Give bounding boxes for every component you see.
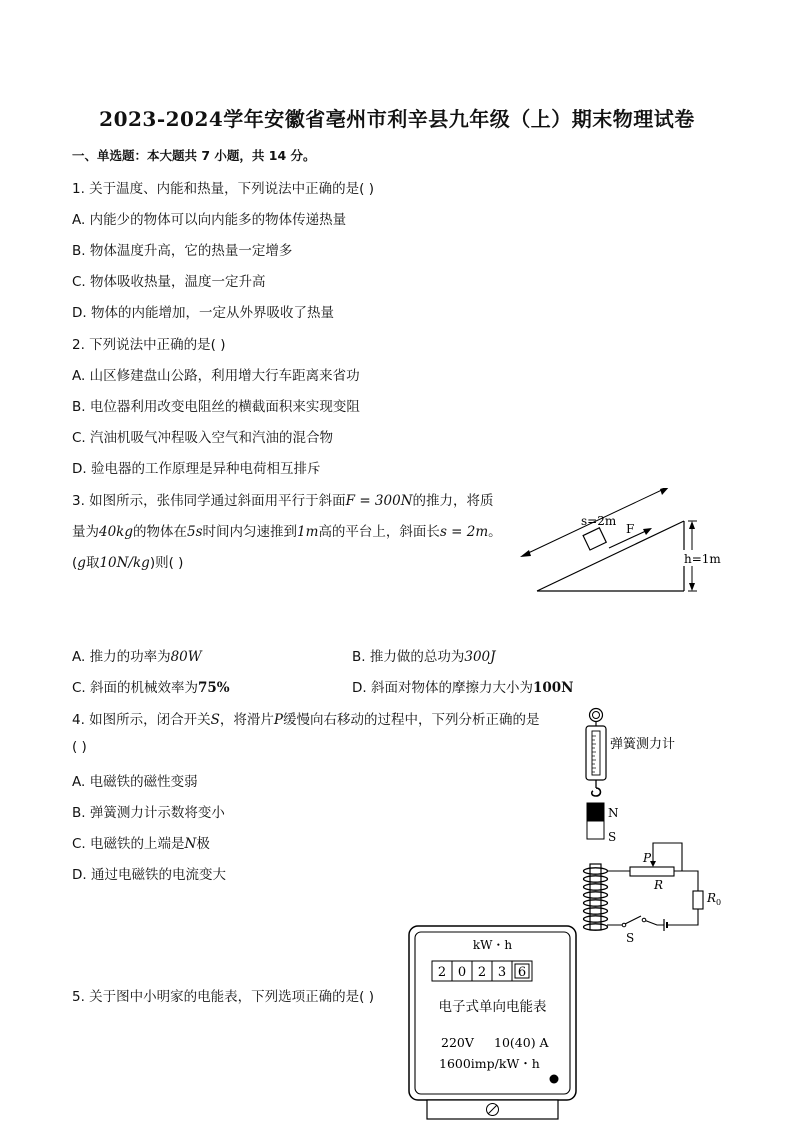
magnet-south xyxy=(587,821,604,839)
meter-digit: 6 xyxy=(517,965,527,980)
section-heading: 一、单选题：本大题共 7 小题，共 14 分。 xyxy=(72,148,316,163)
q4-option-c: C. 电磁铁的上端是N极 xyxy=(72,836,210,852)
block xyxy=(583,528,606,550)
switch-contact-right xyxy=(642,918,646,922)
q3-stem-line3: (g取10N/kg)则( ) xyxy=(72,555,184,571)
q2-option-c: C. 汽油机吸气冲程吸入空气和汽油的混合物 xyxy=(72,430,334,446)
height-label: h=1m xyxy=(684,552,721,566)
q3-stem-line2: 量为40kg的物体在5s时间内匀速推到1m高的平台上，斜面长s = 2m。 xyxy=(72,524,502,540)
magnet-north xyxy=(587,803,604,821)
meter-unit: kW・h xyxy=(472,938,513,952)
q3-option-d: D. 斜面对物体的摩擦力大小为100N xyxy=(352,680,574,696)
q3-option-a: A. 推力的功率为80W xyxy=(72,649,202,665)
q2-option-b: B. 电位器利用改变电阻丝的横截面积来实现变阻 xyxy=(72,399,360,415)
magnet-n-label: N xyxy=(608,806,619,820)
indicator-light xyxy=(550,1075,559,1084)
rheostat-r xyxy=(630,867,674,876)
circuit-wires xyxy=(607,843,698,925)
meter-digit: 3 xyxy=(497,965,507,980)
incline-slope xyxy=(537,521,684,591)
q3-option-b: B. 推力做的总功为300J xyxy=(352,649,496,665)
meter-constant: 1600imp/kW・h xyxy=(439,1056,540,1071)
page-title: 2023-2024学年安徽省亳州市利辛县九年级（上）期末物理试卷 xyxy=(99,107,695,131)
scale-hook xyxy=(592,788,601,796)
length-arrowhead-left xyxy=(520,550,531,557)
length-arrowhead-right xyxy=(660,488,670,495)
meter-digit: 2 xyxy=(437,965,447,980)
switch-label: S xyxy=(626,931,635,944)
meter-digit: 2 xyxy=(477,965,487,980)
electromagnet-circuit-diagram xyxy=(566,704,736,944)
q1-option-d: D. 物体的内能增加，一定从外界吸收了热量 xyxy=(72,305,334,321)
q2-stem: 2. 下列说法中正确的是( ) xyxy=(72,337,226,353)
rheostat-r-label: R xyxy=(654,878,664,892)
force-label: F xyxy=(626,522,635,536)
q4-option-a: A. 电磁铁的磁性变弱 xyxy=(72,774,198,790)
q1-stem: 1. 关于温度、内能和热量，下列说法中正确的是( ) xyxy=(72,181,374,197)
meter-digits xyxy=(432,961,532,981)
incline-diagram xyxy=(510,488,740,598)
q4-option-b: B. 弹簧测力计示数将变小 xyxy=(72,805,225,821)
q5-stem: 5. 关于图中小明家的电能表，下列选项正确的是( ) xyxy=(72,989,374,1005)
q1-option-b: B. 物体温度升高，它的热量一定增多 xyxy=(72,243,293,259)
electric-meter xyxy=(405,923,585,1123)
meter-name: 电子式单向电能表 xyxy=(438,999,547,1015)
resistor-r0-label: $R_0$ xyxy=(707,891,722,907)
q3-option-c: C. 斜面的机械效率为75% xyxy=(72,680,230,696)
length-label: s=2m xyxy=(581,514,617,528)
meter-voltage: 220V xyxy=(441,1035,474,1050)
resistor-r0 xyxy=(693,891,703,909)
meter-current: 10(40) A xyxy=(494,1035,549,1050)
force-arrowhead xyxy=(643,528,652,535)
q1-option-a: A. 内能少的物体可以向内能多的物体传递热量 xyxy=(72,212,347,228)
q4-stem-line2: ( ) xyxy=(72,739,87,755)
slider-p-label: P xyxy=(643,851,652,865)
q1-option-c: C. 物体吸收热量，温度一定升高 xyxy=(72,274,266,290)
q4-stem-line1: 4. 如图所示，闭合开关S，将滑片P缓慢向右移动的过程中，下列分析正确的是 xyxy=(72,712,540,728)
q3-force-value: F = 300N xyxy=(345,493,413,509)
q4-option-d: D. 通过电磁铁的电流变大 xyxy=(72,867,226,883)
spring-scale-label: 弹簧测力计 xyxy=(610,737,676,752)
q3-stem-line1: 3. 如图所示，张伟同学通过斜面用平行于斜面F = 300N的推力，将质 xyxy=(72,493,494,509)
magnet-s-label: S xyxy=(608,830,617,844)
meter-digit: 0 xyxy=(457,965,467,980)
scale-ring xyxy=(590,709,603,722)
switch-s xyxy=(625,916,641,924)
q2-option-a: A. 山区修建盘山公路，利用增大行车距离来省功 xyxy=(72,368,360,384)
q2-option-d: D. 验电器的工作原理是异种电荷相互排斥 xyxy=(72,461,321,477)
